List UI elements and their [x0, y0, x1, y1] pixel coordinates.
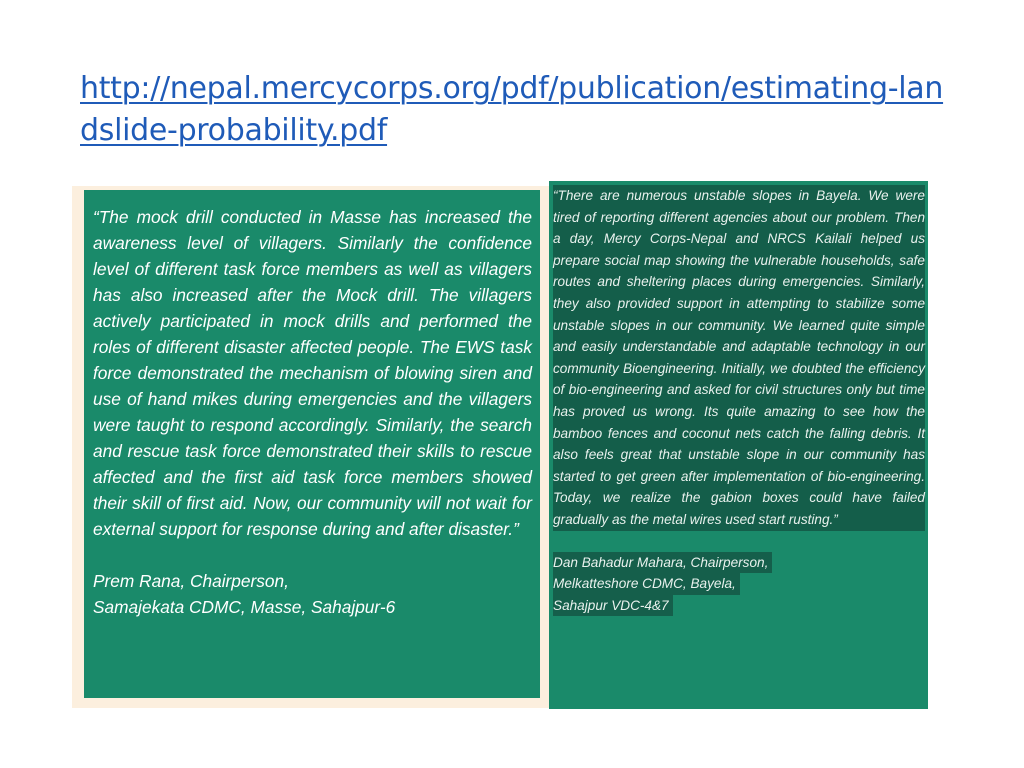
- right-quote-text: “There are numerous unstable slopes in Bayela. We were tired of reporting different agencies about our problem. Then a day, Mercy Corps-Nepal and NRCS Kailali helped us prepare social map showing the vulnerable households, safe routes and sheltering places during emergencies. Similarly, they also provided support in attempting to stabilize some unstable slopes in our community. We learned quite simple and easily understandable and adaptable technology in our community Bioengineering. Initially, we doubted the efficiency of bio-engineering and asked for civil structures only but time has proved us wrong. Its quite amazing to see how the bamboo fences and coconut nets catch the falling debris. It also feels great that unstable slope in our community has started to get green after implementation of bio-engineering. Today, we realize the gabion boxes could have failed gradually as the metal wires used start rusting.”: [553, 185, 925, 531]
- left-quote-text: “The mock drill conducted in Masse has increased the awareness level of villagers. Similarly the confidence level of different task force members as well as villagers has also increased after the Mock drill. The villagers actively participated in mock drills and performed the roles of different disaster affected people. The EWS task force demonstrated the mechanism of blowing siren and use of hand mikes during emergencies and the villagers were taught to respond accordingly. Similarly, the search and rescue task force demonstrated their skills to rescue affected and the first aid task force members showed their skill of first aid. Now, our community will not wait for external support for response during and after disaster.”: [93, 207, 532, 539]
- right-quote-name: Dan Bahadur Mahara, Chairperson,: [553, 552, 772, 574]
- left-quote-box: [84, 190, 540, 698]
- left-quote-attribution: [93, 568, 532, 620]
- right-quote-location: Sahajpur VDC-4&7: [553, 595, 673, 617]
- publication-link[interactable]: http://nepal.mercycorps.org/pdf/publication/estimating-landslide-probability.pdf: [80, 71, 944, 148]
- right-quote-box: [549, 181, 928, 709]
- left-quote-name: Prem Rana, Chairperson,: [93, 571, 289, 591]
- left-quote-org: Samajekata CDMC, Masse, Sahajpur-6: [93, 597, 396, 617]
- right-quote-attribution: [553, 552, 925, 617]
- right-quote-org: Melkatteshore CDMC, Bayela,: [553, 573, 740, 595]
